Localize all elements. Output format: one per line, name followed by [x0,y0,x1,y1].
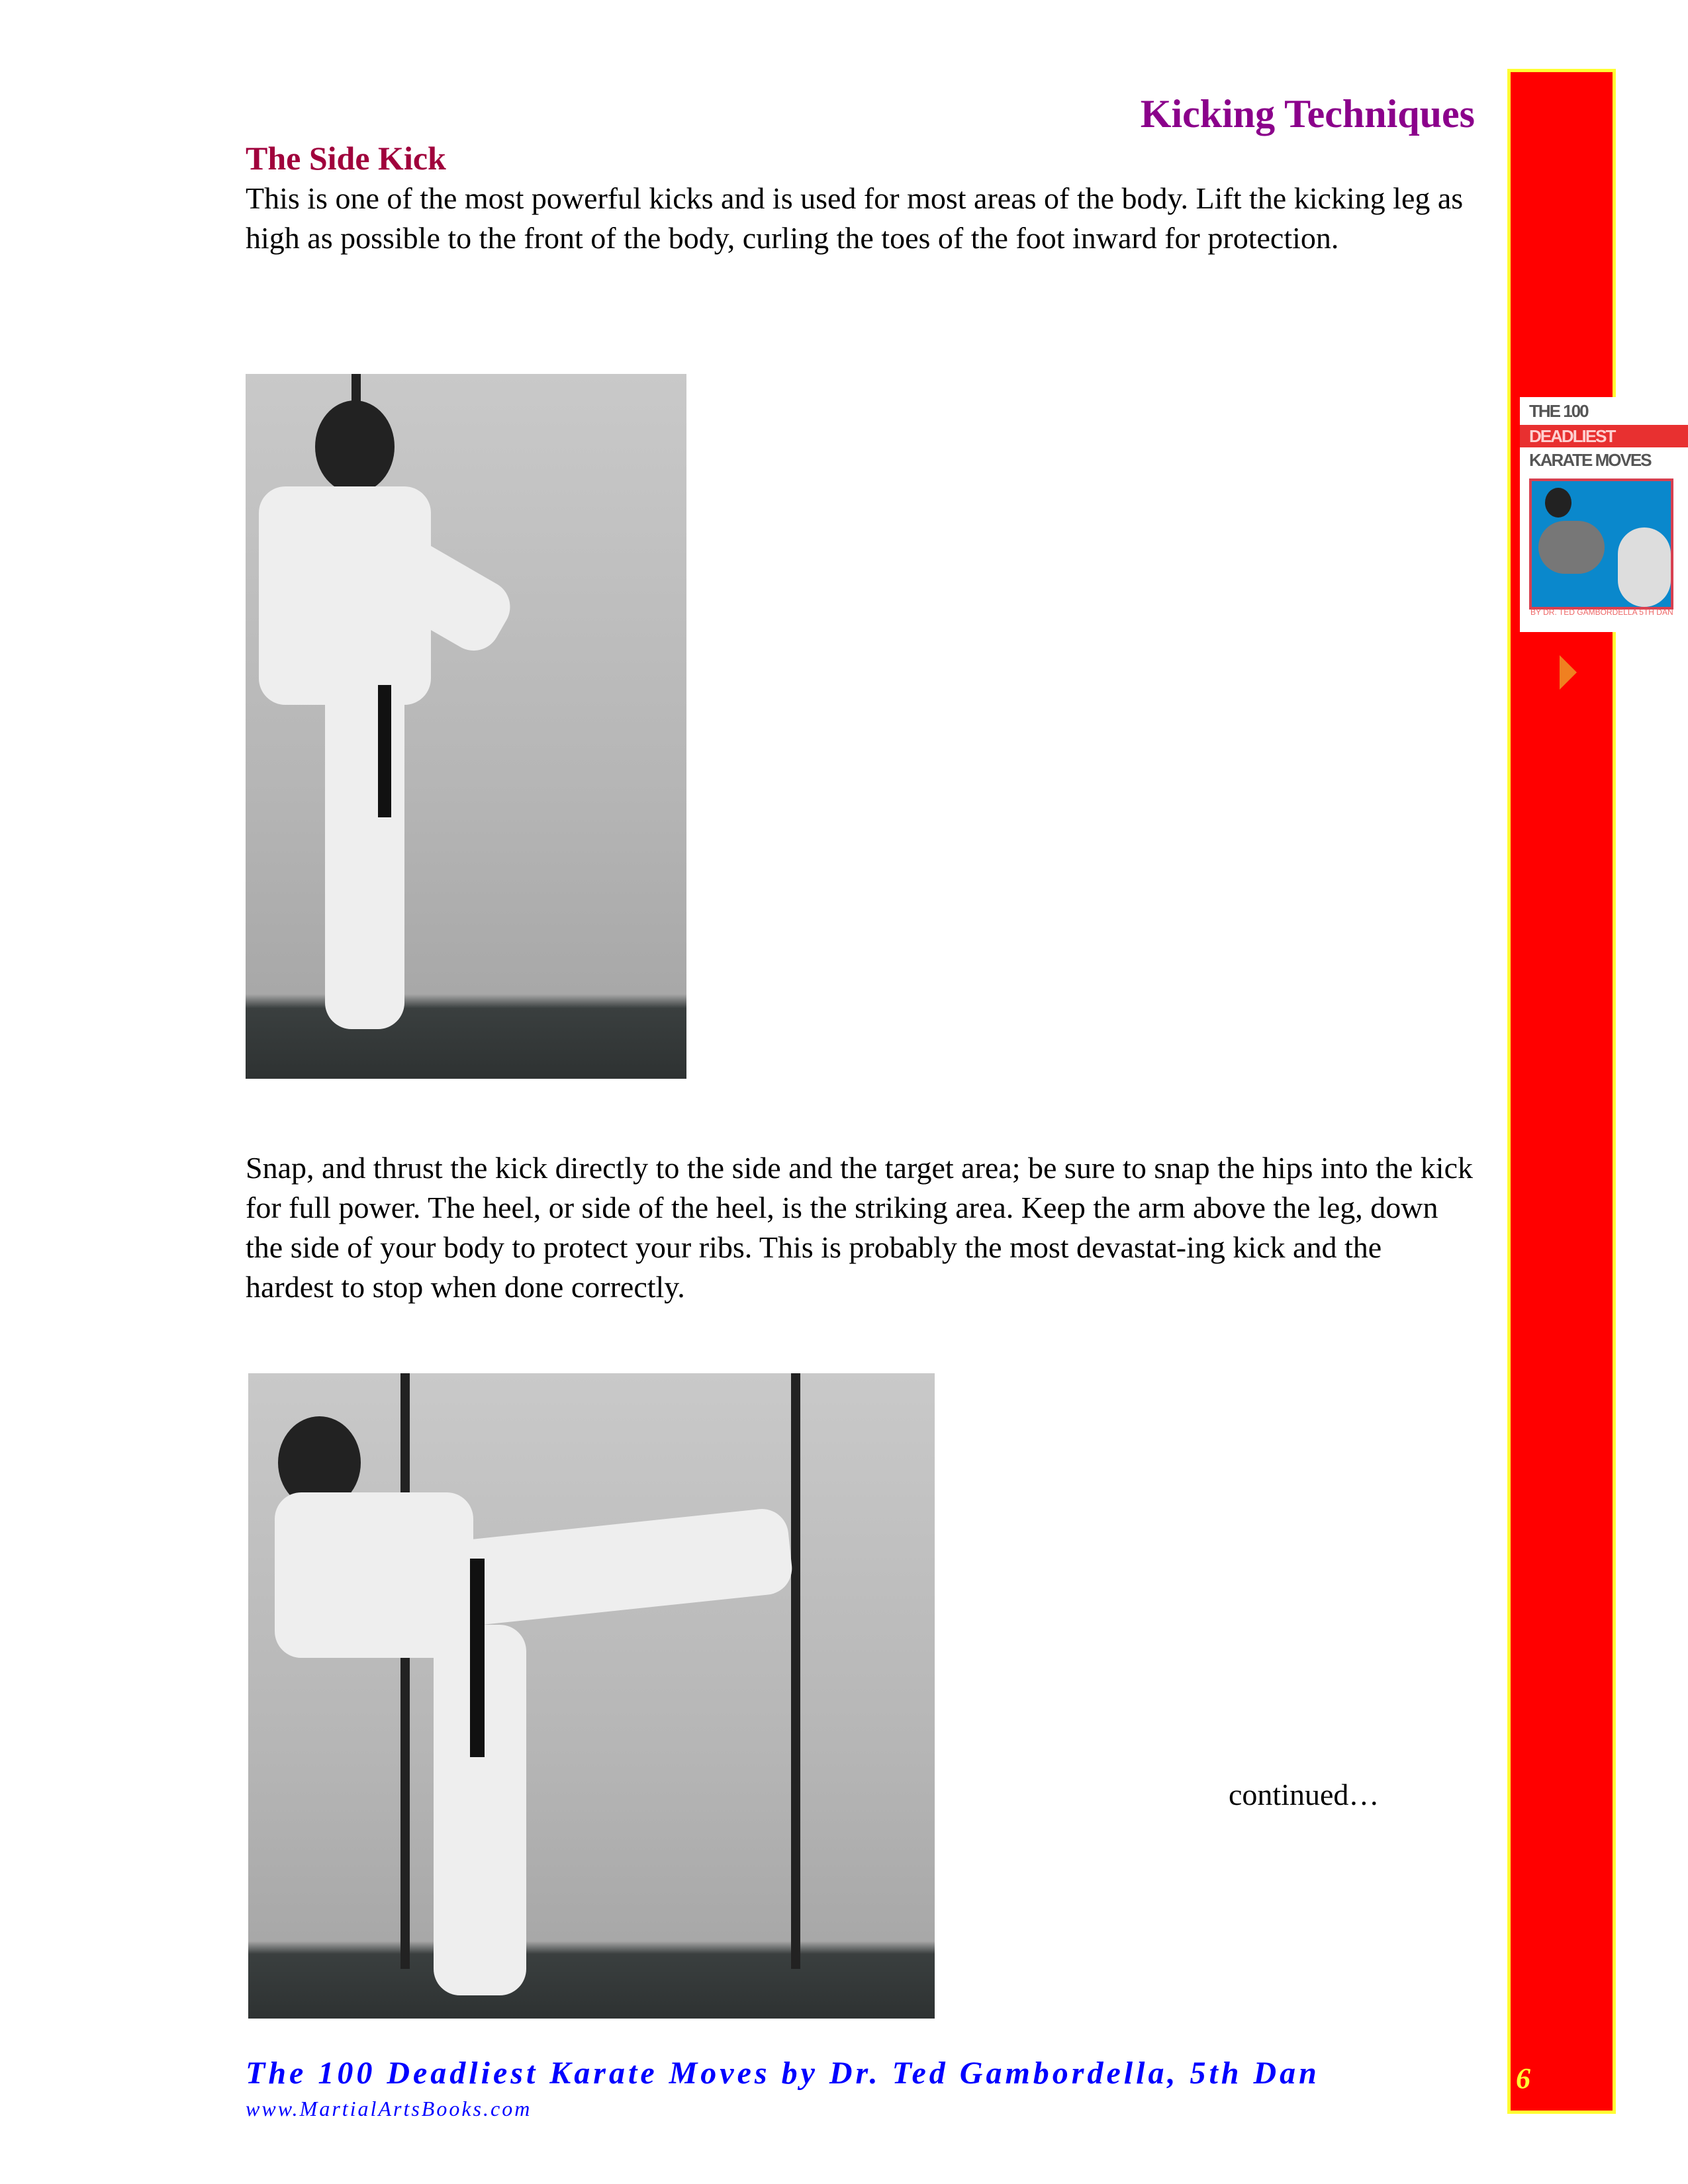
page-number: 6 [1516,2062,1530,2095]
sidebar-bar [1507,69,1616,2114]
paragraph-1: This is one of the most powerful kicks and is used for most areas of the body. Lift the kicking leg as high as possible to the front of the body, curling the toes of the foot inward for protection. [246,181,1464,255]
cover-line-1: THE 100 [1529,401,1588,421]
next-page-arrow-icon[interactable] [1560,655,1577,690]
footer-book-title: The 100 Deadliest Karate Moves by Dr. Ted Gambordella, 5th Dan [246,2056,1320,2091]
photo-side-kick-extension [248,1373,935,2019]
cover-photo [1529,478,1673,610]
continued-note: continued… [1229,1778,1380,1811]
photo-side-kick-chamber [246,374,686,1079]
cover-byline: BY DR. TED GAMBORDELLA 5TH DAN [1530,608,1673,617]
footer-url-link[interactable]: www.MartialArtsBooks.com [246,2097,532,2120]
cover-line-2: DEADLIEST [1529,426,1615,446]
book-cover-thumbnail[interactable] [1520,397,1688,632]
subheading: The Side Kick [246,140,446,177]
cover-line-3: KARATE MOVES [1529,450,1651,470]
section-title: Kicking Techniques [1140,92,1475,136]
paragraph-2: Snap, and thrust the kick directly to the side and the target area; be sure to snap the hips into the kick for full power. The heel, or side of the heel, is the striking area. Keep the arm above the leg, down the side of your body to protect your ribs. This is probably the most devastat-ing kick and the hardest to stop when done correctly. [246,1151,1473,1304]
